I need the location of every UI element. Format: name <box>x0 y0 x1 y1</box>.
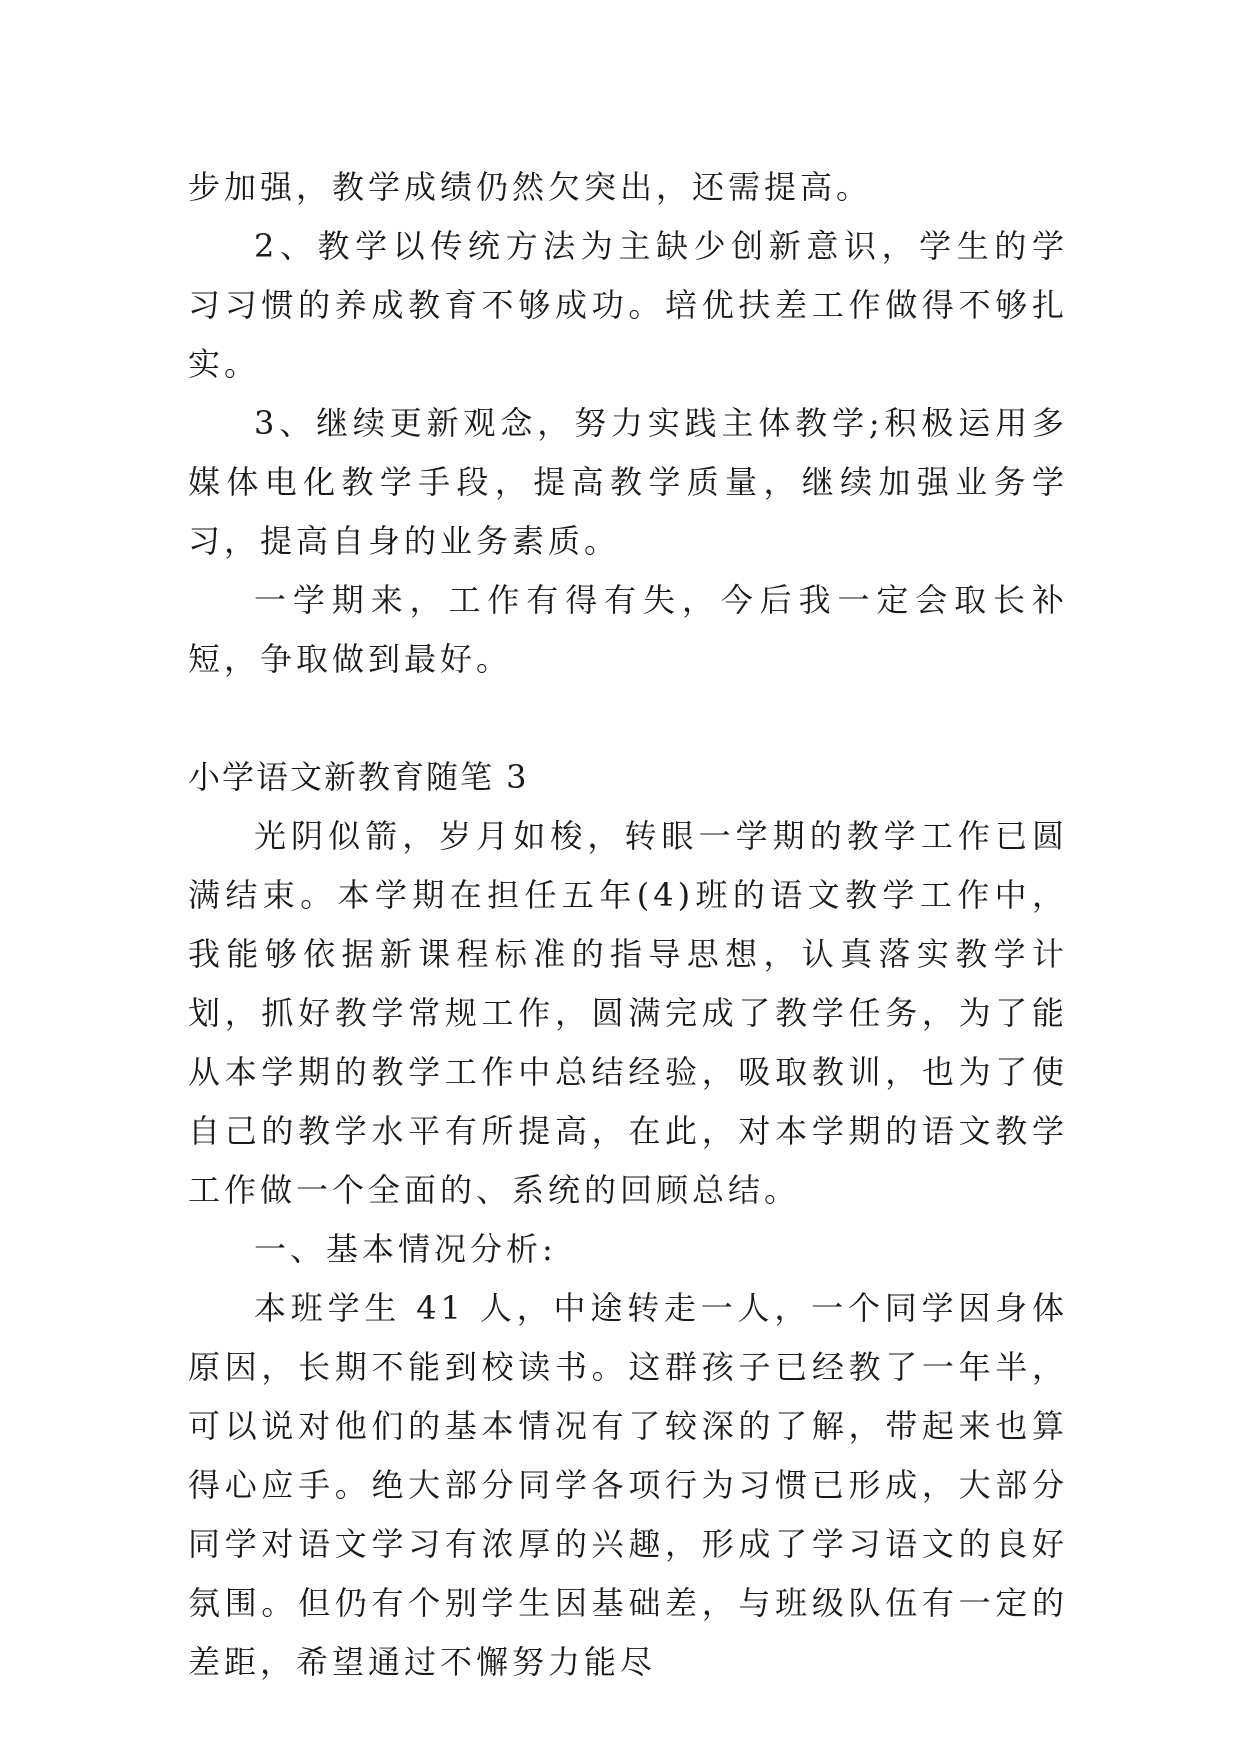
paragraph-subheading: 一、基本情况分析: <box>254 1230 557 1268</box>
paragraph-intro: 光阴似箭，岁月如梭，转眼一学期的教学工作已圆满结束。本学期在担任五年(4)班的语文教学工作中，我能够依据新课程标准的指导思想，认真落实教学计划，抓好教学常规工作，圆满完成了教学任务，为了能从本学期的教学工作中总结经验，吸取教训，也为了使自己的教学水平有所提高，在此，对本学期的语文教学工作做一个全面的、系统的回顾总结。 <box>188 817 1068 1209</box>
section-title: 小学语文新教育随笔 3 <box>188 758 529 796</box>
document-body <box>188 158 1068 1692</box>
paragraph-item-2: 2、教学以传统方法为主缺少创新意识，学生的学习习惯的养成教育不够成功。培优扶差工作做得不够扎实。 <box>188 227 1068 383</box>
paragraph-item-3: 3、继续更新观念，努力实践主体教学;积极运用多媒体电化教学手段，提高教学质量，继续加强业务学习，提高自身的业务素质。 <box>188 404 1068 560</box>
paragraph-continuation: 步加强，教学成绩仍然欠突出，还需提高。 <box>188 168 873 206</box>
paragraph-closing: 一学期来，工作有得有失，今后我一定会取长补短，争取做到最好。 <box>188 581 1068 678</box>
paragraph-class-situation: 本班学生 41 人，中途转走一人，一个同学因身体原因，长期不能到校读书。这群孩子已经教了一年半，可以说对他们的基本情况有了较深的了解，带起来也算得心应手。绝大部分同学各项行为习惯已形成，大部分同学对语文学习有浓厚的兴趣，形成了学习语文的良好氛围。但仍有个别学生因基础差，与班级队伍有一定的差距，希望通过不懈努力能尽 <box>188 1289 1068 1681</box>
section-gap <box>188 689 1068 748</box>
